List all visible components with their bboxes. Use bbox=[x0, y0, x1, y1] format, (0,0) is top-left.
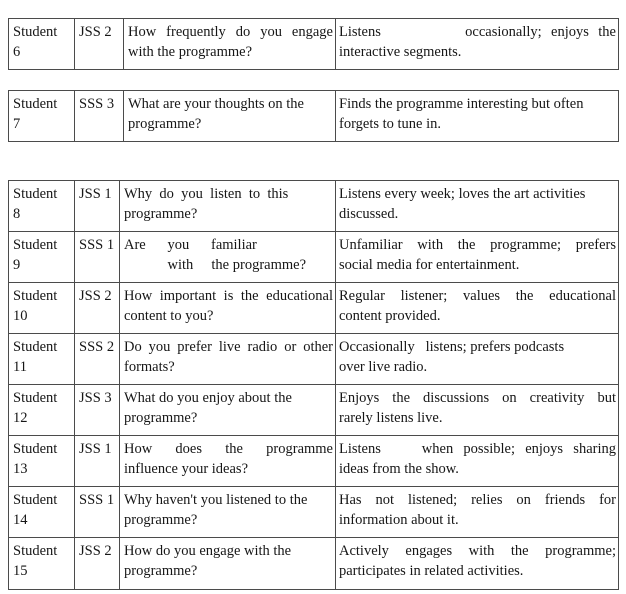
cell-line: JSS 1 bbox=[79, 186, 112, 202]
response-cell bbox=[336, 334, 618, 384]
student-cell bbox=[9, 385, 75, 435]
cell-line: discussed. bbox=[339, 206, 399, 222]
cell-line: content to you? bbox=[124, 308, 214, 324]
cell-line: 10 bbox=[13, 308, 28, 324]
question-cell bbox=[124, 19, 336, 69]
cell-line: How does the programme bbox=[124, 441, 333, 457]
cell-line: content provided. bbox=[339, 308, 441, 324]
cell-line: What do you enjoy about the bbox=[124, 390, 292, 406]
table-row bbox=[9, 385, 618, 436]
cell-line: JSS 2 bbox=[79, 288, 112, 304]
response-cell bbox=[336, 232, 618, 282]
cell-line: formats? bbox=[124, 359, 175, 375]
cell-line: with the programme? bbox=[124, 257, 307, 273]
class-cell bbox=[75, 19, 124, 69]
cell-line: 6 bbox=[13, 44, 21, 60]
cell-line: Listens when possible; enjoys sharing bbox=[339, 441, 616, 457]
students-8-15-table bbox=[8, 180, 619, 590]
cell-line: Student bbox=[13, 24, 58, 40]
question-cell bbox=[120, 487, 336, 537]
cell-line: 12 bbox=[13, 410, 28, 426]
cell-line: with the programme? bbox=[128, 44, 253, 60]
cell-line: over live radio. bbox=[339, 359, 428, 375]
cell-line: Has not listened; relies on friends for bbox=[339, 492, 616, 508]
table-row bbox=[9, 181, 618, 232]
cell-line: Actively engages with the programme; bbox=[339, 543, 616, 559]
cell-line: SSS 1 bbox=[79, 492, 115, 508]
cell-line: ideas from the show. bbox=[339, 461, 459, 477]
cell-line: SSS 1 bbox=[79, 237, 115, 253]
cell-line: Student bbox=[13, 288, 58, 304]
response-cell bbox=[336, 91, 618, 141]
student-6-table bbox=[8, 18, 619, 70]
cell-line: How frequently do you engage bbox=[128, 24, 333, 40]
cell-line: programme? bbox=[128, 116, 202, 132]
table-row bbox=[9, 283, 618, 334]
question-cell bbox=[120, 283, 336, 333]
cell-line: interactive segments. bbox=[339, 44, 462, 60]
table-row bbox=[9, 487, 618, 538]
cell-line: 7 bbox=[13, 116, 21, 132]
cell-line: programme? bbox=[124, 563, 198, 579]
cell-line: Student bbox=[13, 237, 58, 253]
student-cell bbox=[9, 181, 75, 231]
cell-line: JSS 1 bbox=[79, 441, 112, 457]
response-cell bbox=[336, 19, 618, 69]
cell-line: forgets to tune in. bbox=[339, 116, 442, 132]
table-row bbox=[9, 19, 618, 69]
table-row bbox=[9, 232, 618, 283]
response-cell bbox=[336, 181, 618, 231]
class-cell bbox=[75, 487, 120, 537]
cell-line: programme? bbox=[124, 206, 198, 222]
cell-line: Why haven't you listened to the bbox=[124, 492, 308, 508]
cell-line: Listens every week; loves the art activities bbox=[339, 186, 586, 202]
class-cell bbox=[75, 91, 124, 141]
class-cell bbox=[75, 436, 120, 486]
cell-line: SSS 2 bbox=[79, 339, 115, 355]
student-cell bbox=[9, 436, 75, 486]
cell-line: rarely listens live. bbox=[339, 410, 443, 426]
class-cell bbox=[75, 232, 120, 282]
cell-line: Student bbox=[13, 186, 58, 202]
cell-line: How do you engage with the bbox=[124, 543, 292, 559]
cell-line: Student bbox=[13, 441, 58, 457]
cell-line: social media for entertainment. bbox=[339, 257, 520, 273]
class-cell bbox=[75, 385, 120, 435]
cell-line: Are you familiar bbox=[124, 237, 257, 253]
table-row bbox=[9, 334, 618, 385]
cell-line: 14 bbox=[13, 512, 28, 528]
cell-line: Student bbox=[13, 96, 58, 112]
class-cell bbox=[75, 181, 120, 231]
cell-line: Student bbox=[13, 339, 58, 355]
cell-line: information about it. bbox=[339, 512, 459, 528]
cell-line: 9 bbox=[13, 257, 21, 273]
student-cell bbox=[9, 232, 75, 282]
student-cell bbox=[9, 19, 75, 69]
cell-line: Student bbox=[13, 390, 58, 406]
response-cell bbox=[336, 436, 618, 486]
cell-line: SSS 3 bbox=[79, 96, 115, 112]
cell-line: Why do you listen to this bbox=[124, 186, 289, 202]
cell-line: JSS 2 bbox=[79, 543, 112, 559]
class-cell bbox=[75, 283, 120, 333]
cell-line: Listens occasionally; enjoys the bbox=[339, 24, 616, 40]
response-cell bbox=[336, 283, 618, 333]
table-row bbox=[9, 436, 618, 487]
student-7-table bbox=[8, 90, 619, 142]
response-cell bbox=[336, 487, 618, 537]
cell-line: programme? bbox=[124, 512, 198, 528]
table-row bbox=[9, 91, 618, 141]
cell-line: JSS 2 bbox=[79, 24, 112, 40]
student-cell bbox=[9, 283, 75, 333]
response-cell bbox=[336, 385, 618, 435]
cell-line: programme? bbox=[124, 410, 198, 426]
cell-line: 8 bbox=[13, 206, 21, 222]
class-cell bbox=[75, 538, 120, 589]
question-cell bbox=[120, 436, 336, 486]
student-cell bbox=[9, 538, 75, 589]
cell-line: Student bbox=[13, 543, 58, 559]
cell-line: Student bbox=[13, 492, 58, 508]
question-cell bbox=[120, 232, 336, 282]
question-cell bbox=[120, 538, 336, 589]
response-cell bbox=[336, 538, 618, 589]
cell-line: participates in related activities. bbox=[339, 563, 524, 579]
question-cell bbox=[120, 181, 336, 231]
cell-line: What are your thoughts on the bbox=[128, 96, 304, 112]
cell-line: JSS 3 bbox=[79, 390, 112, 406]
question-cell bbox=[120, 334, 336, 384]
cell-line: Occasionally listens; prefers podcasts bbox=[339, 339, 565, 355]
class-cell bbox=[75, 334, 120, 384]
question-cell bbox=[124, 91, 336, 141]
cell-line: Do you prefer live radio or other bbox=[124, 339, 333, 355]
cell-line: 13 bbox=[13, 461, 28, 477]
cell-line: How important is the educational bbox=[124, 288, 333, 304]
cell-line: 11 bbox=[13, 359, 27, 375]
student-cell bbox=[9, 334, 75, 384]
cell-line: influence your ideas? bbox=[124, 461, 249, 477]
student-cell bbox=[9, 91, 75, 141]
cell-line: Regular listener; values the educational bbox=[339, 288, 616, 304]
cell-line: Enjoys the discussions on creativity but bbox=[339, 390, 616, 406]
table-row bbox=[9, 538, 618, 589]
student-cell bbox=[9, 487, 75, 537]
question-cell bbox=[120, 385, 336, 435]
cell-line: 15 bbox=[13, 563, 28, 579]
cell-line: Unfamiliar with the programme; prefers bbox=[339, 237, 616, 253]
cell-line: Finds the programme interesting but often bbox=[339, 96, 584, 112]
